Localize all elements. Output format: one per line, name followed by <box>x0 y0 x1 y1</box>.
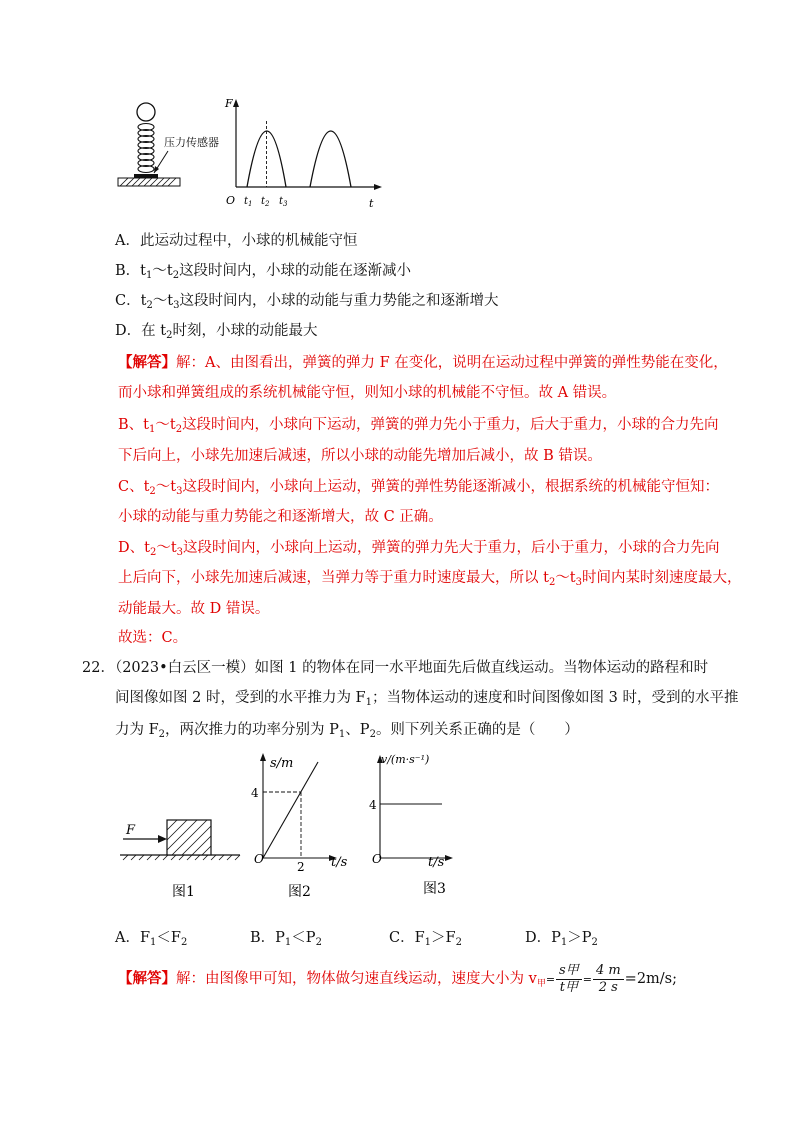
fig2-xtick: 2 <box>297 860 305 874</box>
fig1-caption: 图1 <box>172 884 195 900</box>
q21-solution-line-5: C、$t_2\sim t_3$这段时间内，小球向上运动，弹簧的弹性势能逐渐减小，根据系统的机械能守恒知： <box>118 479 719 497</box>
q21-final-choice: 故选：C。 <box>118 630 188 646</box>
force-label: F <box>126 823 136 838</box>
spring-force-figure <box>110 95 390 210</box>
q21-solution-line-6: 小球的动能与重力势能之和逐渐增大，故 C 正确。 <box>118 509 443 525</box>
fraction-s-over-t: $\frac{\text{s甲}}{\text{t甲}}$ <box>556 963 582 996</box>
q21-solution-line-8: 上后向下，小球先加速后减速，当弹力等于重力时速度最大，所以 $t_2\sim t_3$时间内某时刻速度最大， <box>118 570 742 588</box>
q21-solution-line-3: B、$t_1\sim t_2$这段时间内，小球向下运动，弹簧的弹力先小于重力，后大于重力，小球的合力先向 <box>118 417 719 435</box>
fig3-origin: O <box>372 852 382 866</box>
sensor-label: 压力传感器 <box>164 136 219 149</box>
q22-option-a: A．$F_1<F_2$ <box>115 930 188 948</box>
q22-option-d: D．$P_1>P_2$ <box>525 930 598 948</box>
fig3-ylabel: v/(m·s⁻¹) <box>381 753 430 766</box>
fig2-ytick: 4 <box>251 786 259 800</box>
fig2-ylabel: s/m <box>270 756 294 771</box>
fig2-origin: O <box>254 852 264 866</box>
q22-figures <box>115 745 455 905</box>
fraction-4m-over-2s: $\frac{4 m}{2 s}$ <box>593 963 624 996</box>
pressure-sensor <box>134 174 158 178</box>
fig3-v-t-graph <box>369 753 453 897</box>
q22-stem-line-2: 间图像如图 2 时，受到的水平推力为 $F_1$；当物体运动的速度和时间图像如图 3 时，受到的水平推 <box>115 690 739 708</box>
q21-solution-line-1: 【解答】解：A、由图看出，弹簧的弹力 F 在变化，说明在运动过程中弹簧的弹性势能在变化， <box>118 354 728 371</box>
axis-t-label: t <box>369 197 374 210</box>
ball <box>137 103 155 121</box>
fig2-s-t-graph <box>251 753 348 900</box>
q22-option-c: C．$F_1>F_2$ <box>389 930 462 948</box>
fig2-xlabel: t/s <box>331 855 348 870</box>
force-curve-2 <box>310 131 351 187</box>
spring <box>138 124 154 173</box>
fig2-caption: 图2 <box>288 884 311 900</box>
q22-stem-line-3: 力为 $F_2$，两次推力的功率分别为 $P_1$、$P_2$。则下列关系正确的是（ ） <box>115 722 579 740</box>
fig1-block-diagram <box>120 820 240 900</box>
q21-solution-line-7: D、$t_2\sim t_3$这段时间内，小球向上运动，弹簧的弹力先大于重力，后小于重力，小球的合力先向 <box>118 540 720 558</box>
fig3-xlabel: t/s <box>428 855 445 870</box>
q21-option-c: C．$t_2\sim t_3$这段时间内，小球的动能与重力势能之和逐渐增大 <box>115 293 499 311</box>
axis-f-label: F <box>225 97 233 110</box>
q21-solution-line-4: 下后向上，小球先加速后减速，所以小球的动能先增加后减小，故 B 错误。 <box>118 448 602 464</box>
t3-label: $t_3$ <box>279 196 288 208</box>
origin-label: O <box>226 194 236 207</box>
q22-option-b: B．$P_1<P_2$ <box>250 930 322 948</box>
q21-solution-line-9: 动能最大。故 D 错误。 <box>118 601 270 617</box>
q21-solution-line-2: 而小球和弹簧组成的系统机械能守恒，则知小球的机械能不守恒。故 A 错误。 <box>118 385 617 401</box>
q22-stem-line-1: 22．（2023•白云区一模）如图 1 的物体在同一水平地面先后做直线运动。当物体运动的路程和时 <box>82 660 709 676</box>
t1-label: $t_1$ <box>244 196 253 208</box>
s-t-line <box>263 762 318 858</box>
t2-label: $t_2$ <box>261 196 270 208</box>
q21-option-d: D．在 $t_2$时刻，小球的动能最大 <box>115 323 318 341</box>
fig3-caption: 图3 <box>423 881 446 897</box>
q21-option-a: A．此运动过程中，小球的机械能守恒 <box>115 233 358 249</box>
q21-option-b: B．$t_1\sim t_2$这段时间内，小球的动能在逐渐减小 <box>115 263 412 281</box>
fig3-ytick: 4 <box>369 798 377 812</box>
q22-solution-line-1: 【解答】解：由图像甲可知，物体做匀速直线运动，速度大小为 $v_甲=$ $\frac{\text{s甲}}{\text{t甲}}$ = $\frac{4 m}{2 s}$ =2m/s; <box>118 962 678 995</box>
